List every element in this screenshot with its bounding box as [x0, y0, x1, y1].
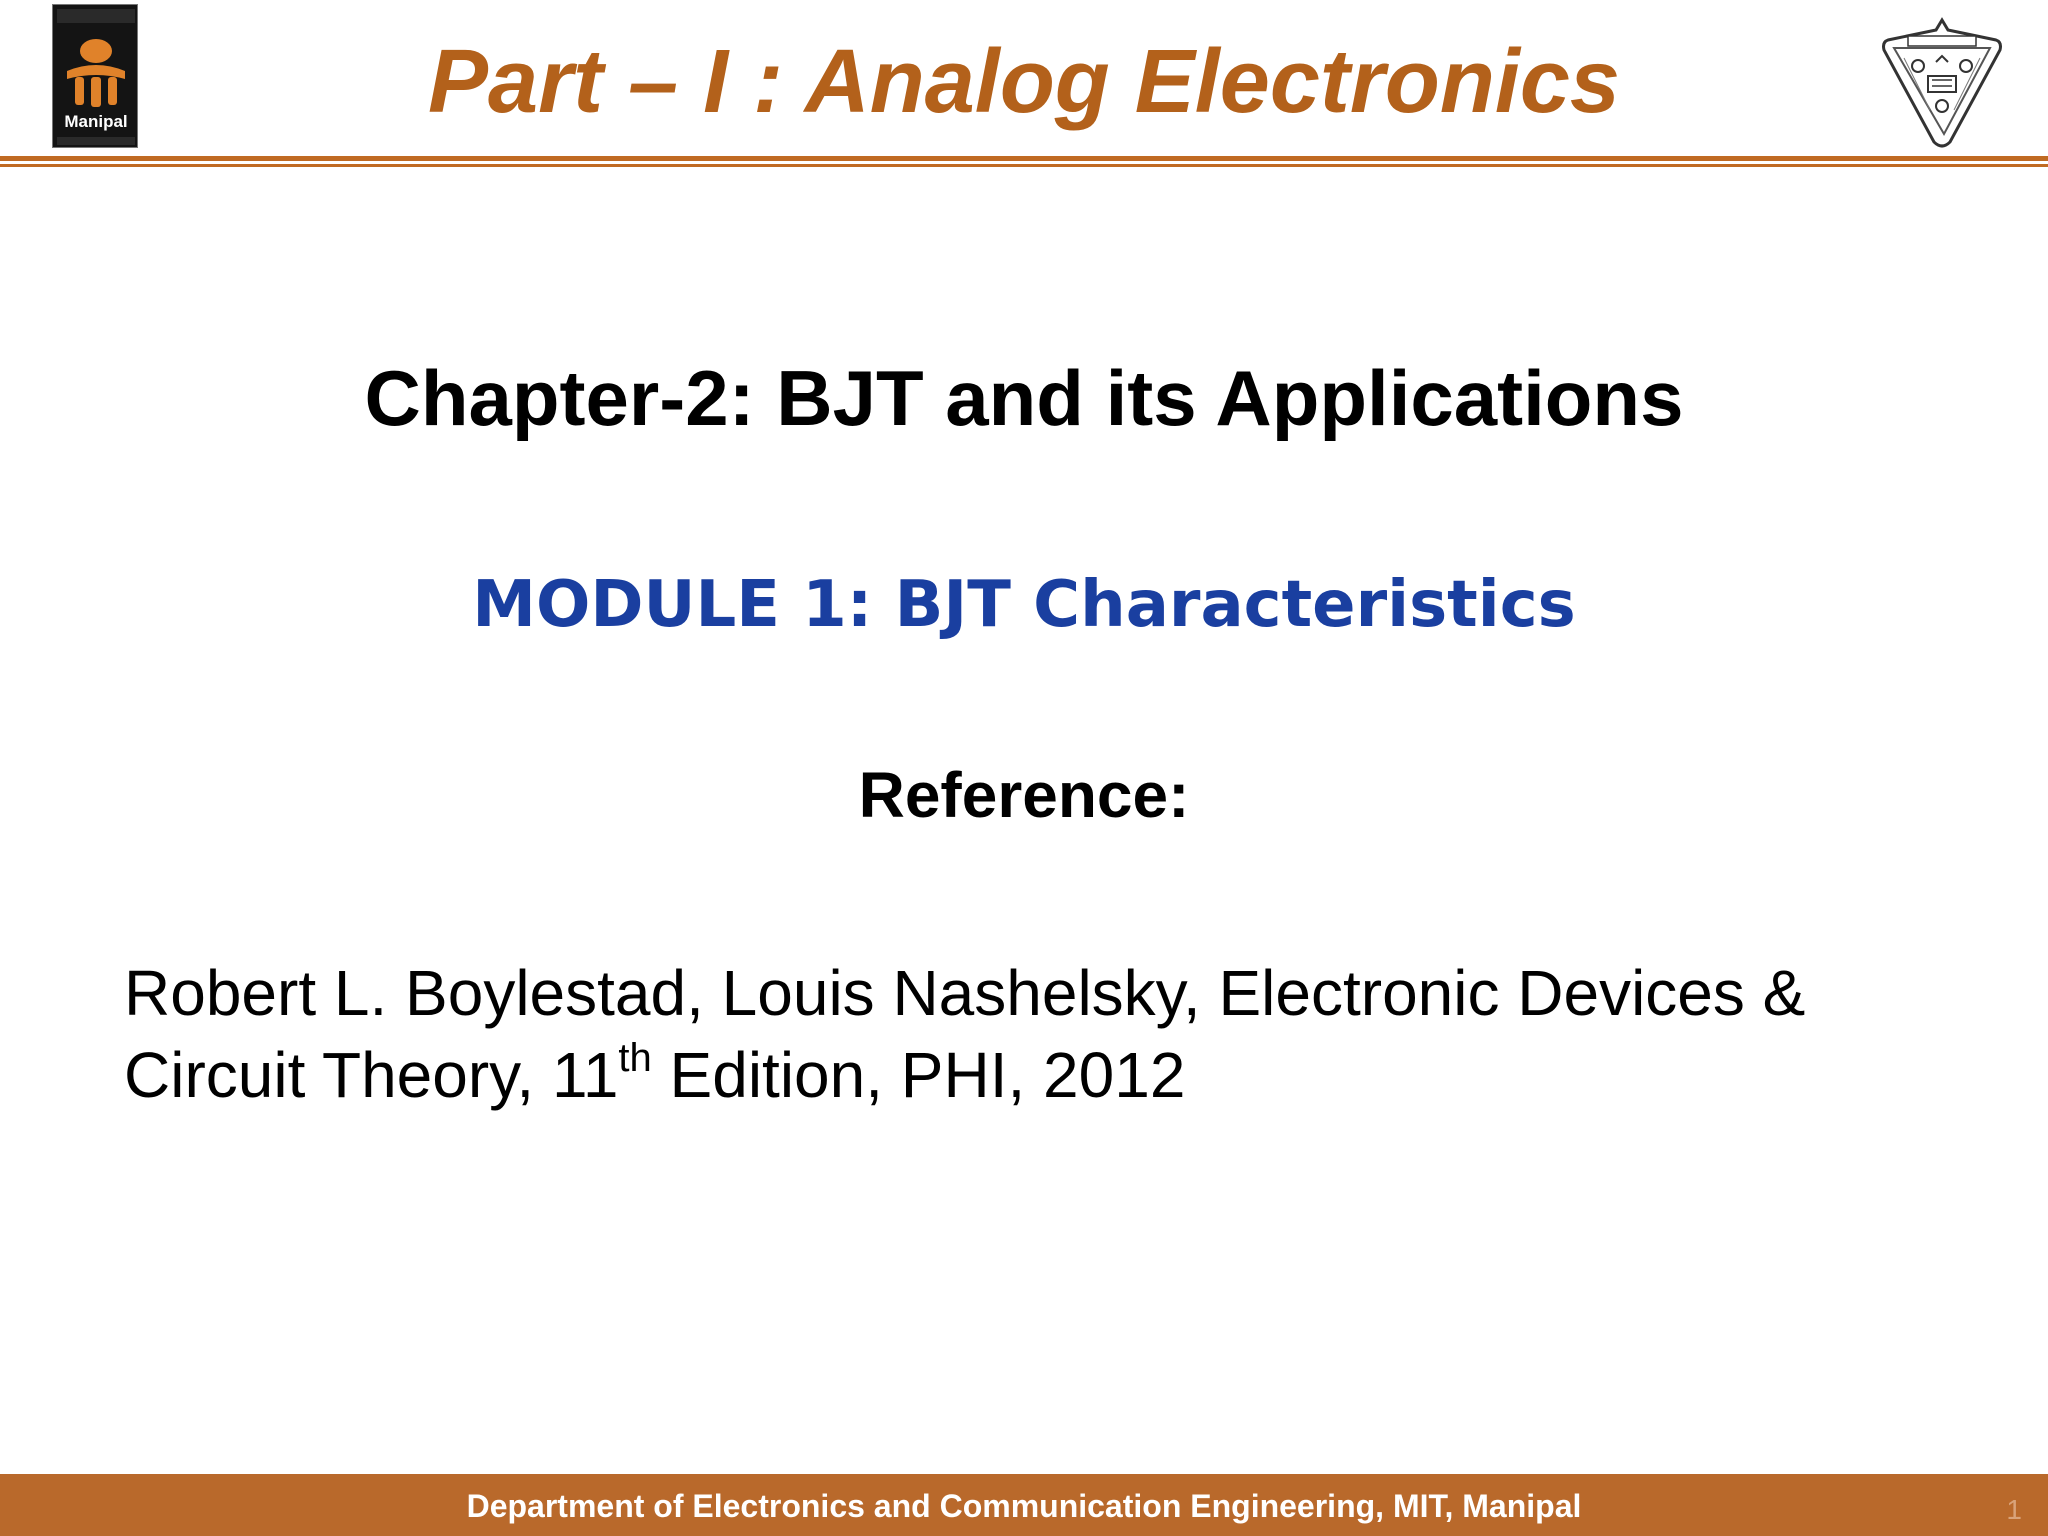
page-title: Part – I : Analog Electronics	[428, 32, 1620, 132]
reference-label: Reference:	[858, 759, 1190, 831]
reference-line-2-start: Circuit Theory, 11	[124, 1039, 619, 1111]
manipal-wordmark: Manipal	[64, 112, 128, 131]
mit-crest-icon	[1874, 14, 2010, 150]
reference-line-1: Robert L. Boylestad, Louis Nashelsky, Electronic Devices &	[124, 957, 1806, 1029]
ordinal-suffix: th	[618, 1036, 652, 1080]
chapter-title: Chapter-2: BJT and its Applications	[364, 354, 1684, 442]
reference-line-2	[124, 1034, 1984, 1116]
module-title: MODULE 1: BJT Characteristics	[472, 568, 1576, 642]
footer-department: Department of Electronics and Communication Engineering, MIT, Manipal	[466, 1488, 1582, 1524]
reference-line-2-end: Edition, PHI, 2012	[651, 1039, 1186, 1111]
slide-number: 1	[2006, 1494, 2022, 1525]
header-divider	[0, 156, 2048, 161]
reference-citation	[124, 952, 1984, 1116]
header-divider-thin	[0, 164, 2048, 167]
